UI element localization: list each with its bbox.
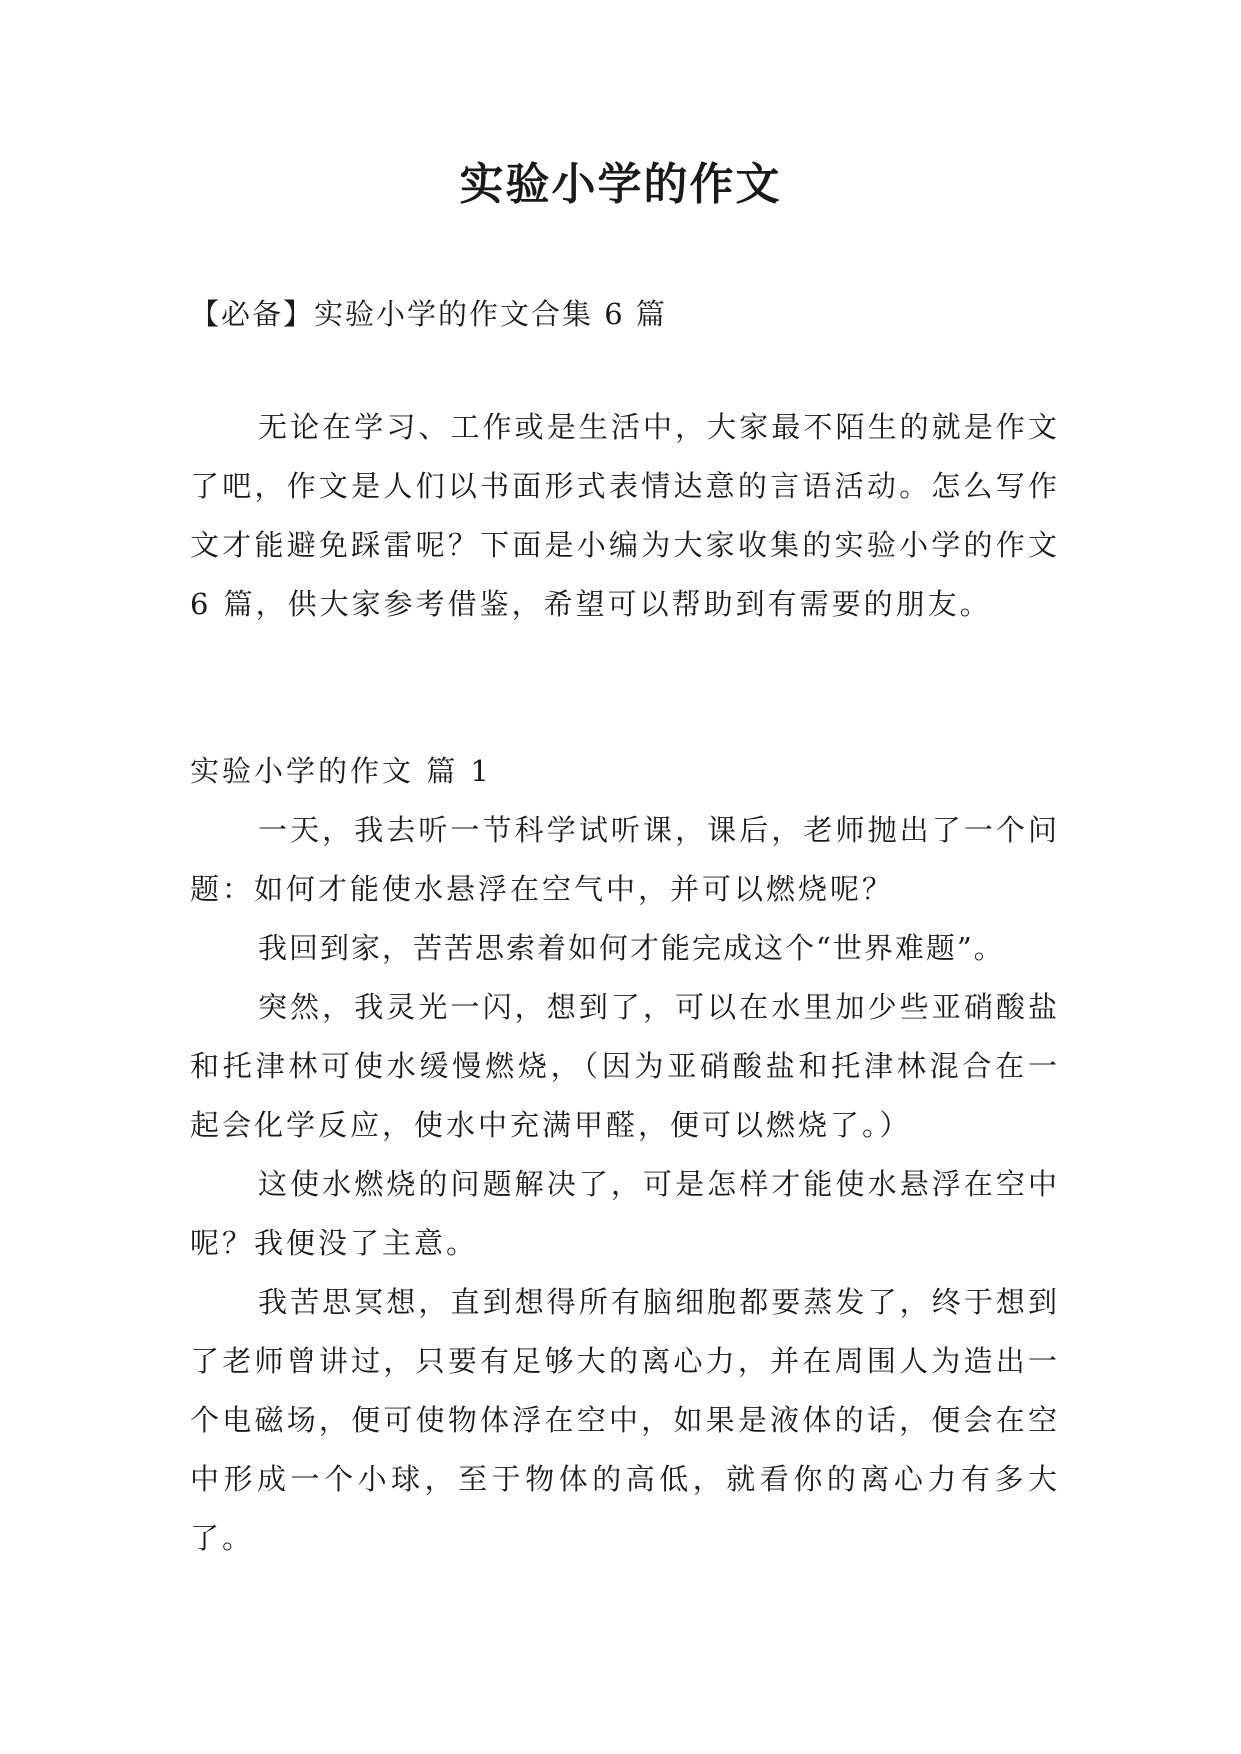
intro-block [190, 398, 1060, 634]
body-paragraph: 一天，我去听一节科学试听课，课后，老师抛出了一个问题：如何才能使水悬浮在空气中，并可以燃烧呢？ [190, 813, 1060, 906]
body-paragraph: 这使水燃烧的问题解决了，可是怎样才能使水悬浮在空中呢？我便没了主意。 [190, 1167, 1060, 1260]
document-title: 实验小学的作文 [459, 159, 782, 210]
body-paragraph: 突然，我灵光一闪，想到了，可以在水里加少些亚硝酸盐和托津林可使水缓慢燃烧，（因为亚硝酸盐和托津林混合在一起会化学反应，使水中充满甲醛，便可以燃烧了。） [190, 990, 1060, 1142]
body-paragraph: 我回到家，苦苦思索着如何才能完成这个“世界难题”。 [258, 931, 1005, 965]
section-heading: 实验小学的作文 篇 1 [190, 754, 492, 788]
article-block [190, 742, 1060, 1568]
body-paragraph: 我苦思冥想，直到想得所有脑细胞都要蒸发了，终于想到了老师曾讲过，只要有足够大的离心力，并在周围人为造出一个电磁场，便可使物体浮在空中，如果是液体的话，便会在空中形成一个小球，至于物体的高低，就看你的离心力有多大了。 [190, 1285, 1060, 1555]
document-subtitle: 【必备】实验小学的作文合集 6 篇 [190, 297, 667, 331]
intro-paragraph: 无论在学习、工作或是生活中，大家最不陌生的就是作文了吧，作文是人们以书面形式表情达意的言语活动。怎么写作文才能避免踩雷呢？下面是小编为大家收集的实验小学的作文 6 篇，供大家参考借鉴，希望可以帮助到有需要的朋友。 [190, 410, 1060, 621]
